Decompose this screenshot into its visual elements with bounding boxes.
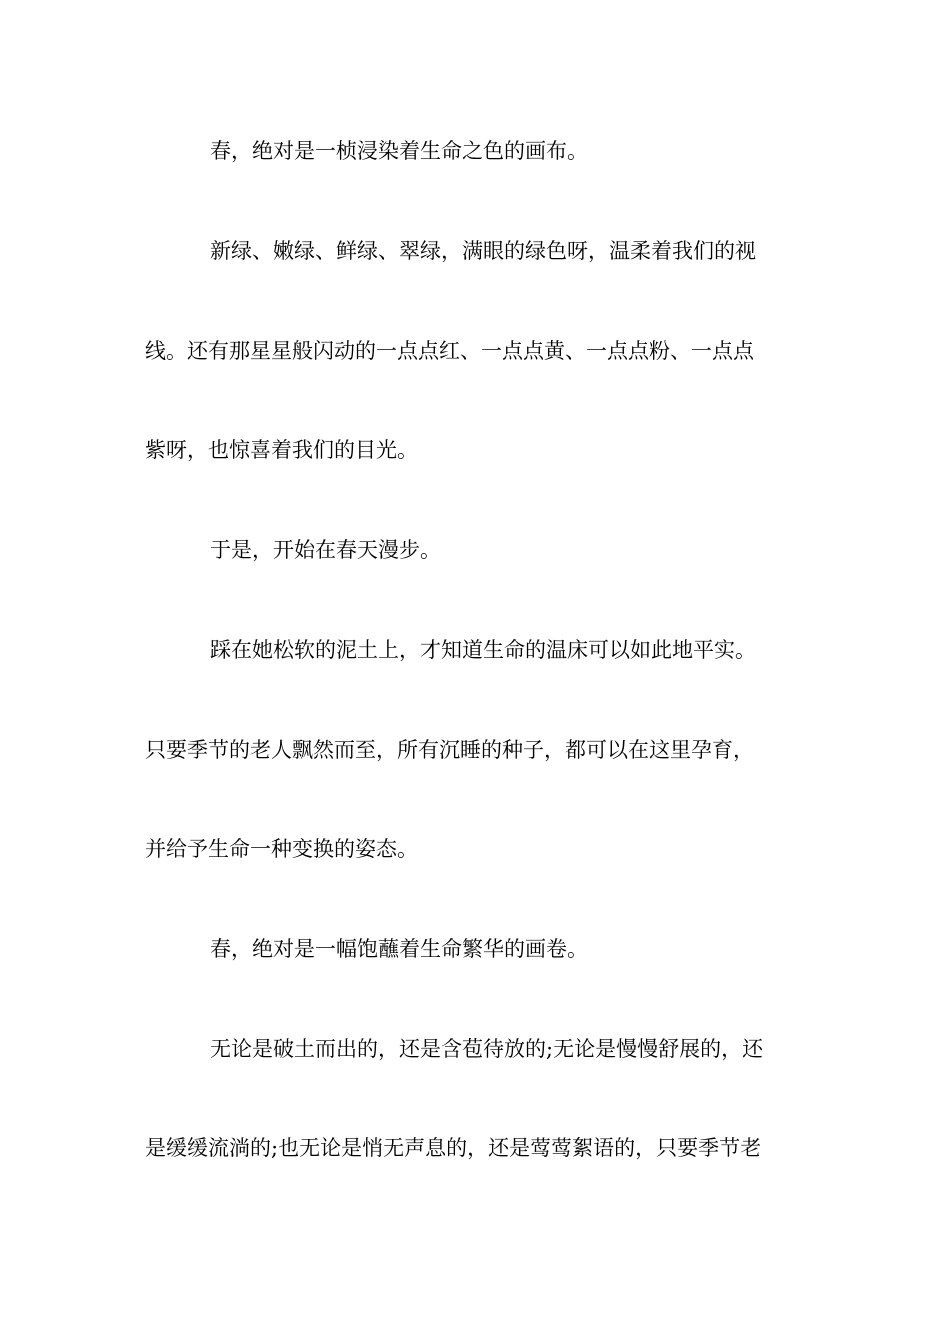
paragraph-line: 春，绝对是一桢浸染着生命之色的画布。 <box>210 139 588 163</box>
paragraph-line: 于是，开始在春天漫步。 <box>210 538 441 562</box>
paragraph-line: 无论是破土而出的，还是含苞待放的;无论是慢慢舒展的，还 <box>210 1037 764 1061</box>
paragraph-line: 春，绝对是一幅饱蘸着生命繁华的画卷。 <box>210 937 588 961</box>
paragraph-line: 新绿、嫩绿、鲜绿、翠绿，满眼的绿色呀，温柔着我们的视 <box>210 239 756 263</box>
paragraph-line: 踩在她松软的泥土上，才知道生命的温床可以如此地平实。 <box>210 638 756 662</box>
paragraph-line: 并给予生命一种变换的姿态。 <box>145 837 418 861</box>
paragraph-line: 只要季节的老人飘然而至，所有沉睡的种子，都可以在这里孕育， <box>145 738 754 762</box>
paragraph-line: 紫呀，也惊喜着我们的目光。 <box>145 438 418 462</box>
paragraph-line: 线。还有那星星般闪动的一点点红、一点点黄、一点点粉、一点点 <box>145 339 754 363</box>
paragraph-line: 是缓缓流淌的;也无论是悄无声息的，还是莺莺絮语的，只要季节老 <box>145 1136 762 1160</box>
